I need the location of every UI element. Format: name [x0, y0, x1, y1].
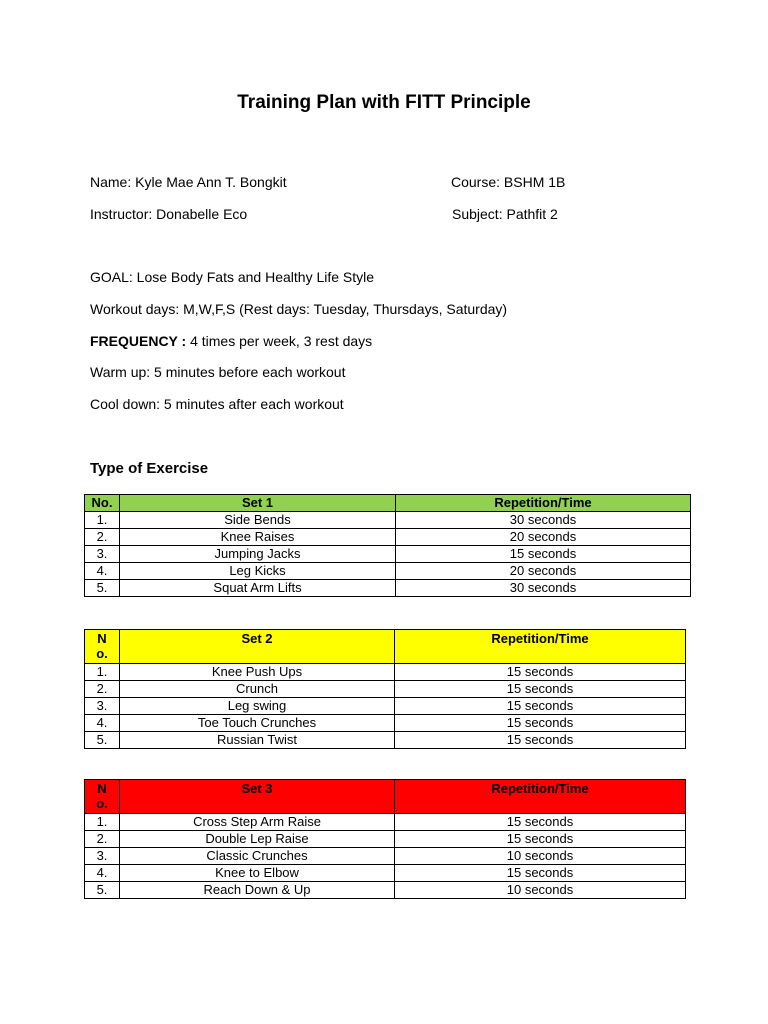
header-no-label: No.: [96, 781, 108, 811]
header-no: No.: [85, 495, 120, 512]
exercise-name: Toe Touch Crunches: [120, 715, 395, 732]
header-repetition: Repetition/Time: [395, 780, 686, 814]
exercise-name: Reach Down & Up: [120, 882, 395, 899]
frequency: [90, 332, 372, 350]
table-row: [85, 882, 686, 899]
header-repetition: Repetition/Time: [395, 630, 686, 664]
table-row: [85, 814, 686, 831]
exercise-name: Double Lep Raise: [120, 831, 395, 848]
instructor: Instructor: Donabelle Eco: [90, 206, 248, 222]
warm-up: Warm up: 5 minutes before each workout: [90, 364, 346, 380]
student-name: Name: Kyle Mae Ann T. Bongkit: [90, 174, 287, 190]
header-set: Set 3: [120, 780, 395, 814]
exercise-duration: 30 seconds: [396, 512, 691, 529]
exercise-duration: 15 seconds: [395, 865, 686, 882]
exercise-name: Side Bends: [120, 512, 396, 529]
row-number: 5.: [85, 580, 120, 597]
exercise-table-set-1: [84, 494, 691, 597]
row-number: 1.: [85, 512, 120, 529]
header-set: Set 2: [120, 630, 395, 664]
exercise-duration: 15 seconds: [395, 664, 686, 681]
exercise-name: Cross Step Arm Raise: [120, 814, 395, 831]
table-row: [85, 546, 691, 563]
table-row: [85, 732, 686, 749]
exercise-duration: 20 seconds: [396, 529, 691, 546]
exercise-duration: 30 seconds: [396, 580, 691, 597]
table-row: [85, 512, 691, 529]
exercise-name: Knee to Elbow: [120, 865, 395, 882]
exercise-duration: 15 seconds: [395, 831, 686, 848]
section-heading: Type of Exercise: [90, 460, 209, 477]
row-number: 1.: [85, 664, 120, 681]
row-number: 4.: [85, 715, 120, 732]
document-title: Training Plan with FITT Principle: [237, 92, 531, 113]
exercise-name: Leg Kicks: [120, 563, 396, 580]
table-row: [85, 831, 686, 848]
exercise-duration: 15 seconds: [395, 732, 686, 749]
exercise-duration: 15 seconds: [395, 814, 686, 831]
table-row: [85, 715, 686, 732]
row-number: 2.: [85, 529, 120, 546]
table-row: [85, 664, 686, 681]
exercise-name: Knee Push Ups: [120, 664, 395, 681]
table-header-row: [85, 495, 691, 512]
exercise-duration: 15 seconds: [395, 698, 686, 715]
row-number: 4.: [85, 865, 120, 882]
cool-down: Cool down: 5 minutes after each workout: [90, 396, 344, 412]
table-row: [85, 580, 691, 597]
table-row: [85, 563, 691, 580]
exercise-name: Leg swing: [120, 698, 395, 715]
exercise-duration: 10 seconds: [395, 882, 686, 899]
exercise-name: Classic Crunches: [120, 848, 395, 865]
table-row: [85, 681, 686, 698]
table-row: [85, 848, 686, 865]
row-number: 3.: [85, 848, 120, 865]
exercise-duration: 20 seconds: [396, 563, 691, 580]
exercise-duration: 15 seconds: [395, 681, 686, 698]
row-number: 3.: [85, 698, 120, 715]
table-header-row: [85, 780, 686, 814]
exercise-name: Jumping Jacks: [120, 546, 396, 563]
header-set: Set 1: [120, 495, 396, 512]
frequency-label: FREQUENCY :: [90, 333, 187, 349]
row-number: 5.: [85, 732, 120, 749]
exercise-duration: 15 seconds: [396, 546, 691, 563]
table-row: [85, 865, 686, 882]
row-number: 2.: [85, 831, 120, 848]
row-number: 4.: [85, 563, 120, 580]
exercise-table-set-2: [84, 629, 686, 749]
header-no: [85, 780, 120, 814]
exercise-name: Squat Arm Lifts: [120, 580, 396, 597]
row-number: 5.: [85, 882, 120, 899]
header-repetition: Repetition/Time: [396, 495, 691, 512]
row-number: 3.: [85, 546, 120, 563]
exercise-duration: 10 seconds: [395, 848, 686, 865]
exercise-duration: 15 seconds: [395, 715, 686, 732]
exercise-name: Russian Twist: [120, 732, 395, 749]
table-row: [85, 698, 686, 715]
table-row: [85, 529, 691, 546]
row-number: 1.: [85, 814, 120, 831]
subject: Subject: Pathfit 2: [452, 206, 558, 222]
frequency-value: 4 times per week, 3 rest days: [186, 333, 373, 349]
exercise-name: Knee Raises: [120, 529, 396, 546]
table-header-row: [85, 630, 686, 664]
course: Course: BSHM 1B: [451, 174, 566, 190]
header-no-label: No.: [96, 631, 108, 661]
row-number: 2.: [85, 681, 120, 698]
exercise-table-set-3: [84, 779, 686, 899]
goal: GOAL: Lose Body Fats and Healthy Life Style: [90, 269, 375, 285]
workout-days: Workout days: M,W,F,S (Rest days: Tuesday, Thursdays, Saturday): [90, 301, 508, 317]
exercise-name: Crunch: [120, 681, 395, 698]
header-no: [85, 630, 120, 664]
